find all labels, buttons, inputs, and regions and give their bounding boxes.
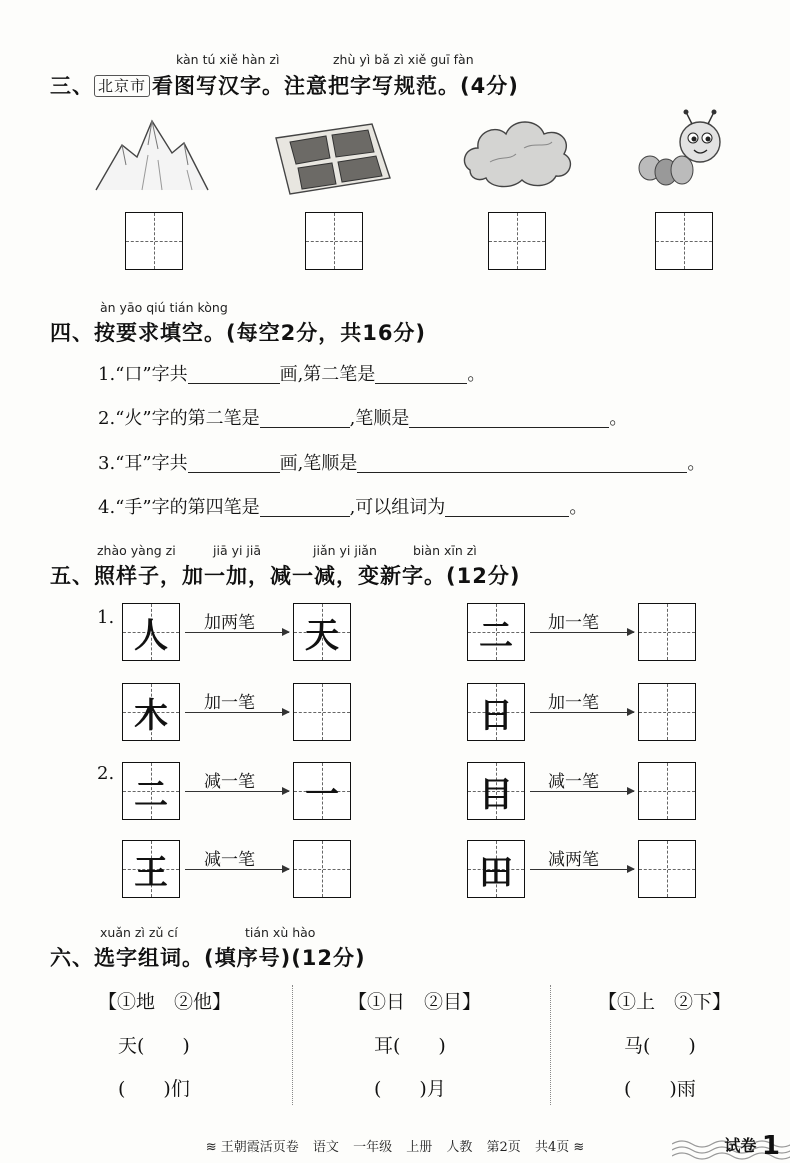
pinyin-line: jiā yi jiā — [213, 543, 262, 558]
farmland-icon — [272, 118, 394, 198]
arrow-icon — [185, 632, 289, 633]
arrow-icon — [185, 791, 289, 792]
writing-box[interactable] — [305, 212, 363, 270]
arrow-icon — [185, 869, 289, 870]
pinyin-line: kàn tú xiě hàn zì — [176, 52, 280, 67]
page-footer: ≋ 王朝霞活页卷 语文 一年级 上册 人教 第2页 共4页 ≋ — [205, 1140, 585, 1155]
word-blank[interactable]: 耳( ) — [374, 1035, 446, 1057]
answer-blank[interactable] — [445, 497, 569, 517]
answer-box[interactable]: 天 — [293, 603, 351, 661]
operation-label: 加一笔 — [548, 693, 599, 713]
answer-box[interactable]: 一 — [293, 762, 351, 820]
word-blank[interactable]: 马( ) — [624, 1035, 696, 1057]
writing-box[interactable] — [125, 212, 183, 270]
answer-box[interactable] — [638, 603, 696, 661]
answer-box[interactable] — [638, 762, 696, 820]
answer-blank[interactable] — [357, 453, 687, 473]
operation-label: 减一笔 — [548, 772, 599, 792]
answer-blank[interactable] — [188, 364, 280, 384]
answer-box[interactable] — [293, 683, 351, 741]
answer-blank[interactable] — [188, 453, 280, 473]
choice-group: 【①地 ②他】 — [98, 991, 232, 1013]
operation-label: 减一笔 — [204, 772, 255, 792]
section-4-heading: 四、按要求填空。(每空2分，共16分) — [50, 321, 427, 345]
source-char-box: 日 — [467, 683, 525, 741]
column-divider — [550, 985, 551, 1105]
item-number: 1. — [97, 607, 115, 628]
section-title: 看图写汉字。注意把字写规范。(4分) — [152, 74, 519, 98]
fill-item: 2.“火”字的第二笔是 ,笔顺是 。 — [98, 408, 628, 429]
section-6-heading: 六、选字组词。(填序号)(12分) — [50, 946, 366, 970]
section-3-heading — [50, 70, 519, 100]
word-blank[interactable]: ( )月 — [374, 1078, 446, 1100]
word-blank[interactable]: ( )雨 — [624, 1078, 696, 1100]
arrow-icon — [530, 632, 634, 633]
operation-label: 减两笔 — [548, 850, 599, 870]
operation-label: 加一笔 — [204, 693, 255, 713]
column-divider — [292, 985, 293, 1105]
arrow-icon — [530, 791, 634, 792]
pinyin-line: zhù yì bǎ zì xiě guī fàn — [333, 52, 474, 67]
writing-box[interactable] — [655, 212, 713, 270]
caterpillar-icon — [636, 108, 726, 198]
operation-label: 加一笔 — [548, 613, 599, 633]
mountain-icon — [92, 115, 212, 195]
answer-box[interactable] — [293, 840, 351, 898]
fill-item: 1.“口”字共 画,第二笔是 。 — [98, 364, 486, 385]
source-char-box: 二 — [467, 603, 525, 661]
pinyin-line: jiǎn yi jiǎn — [313, 543, 377, 558]
fill-item: 4.“手”字的第四笔是 ,可以组词为 。 — [98, 497, 588, 518]
answer-box[interactable] — [638, 840, 696, 898]
answer-blank[interactable] — [409, 408, 609, 428]
source-char-box: 二 — [122, 762, 180, 820]
source-tag: 北京市 — [94, 75, 150, 97]
source-char-box: 木 — [122, 683, 180, 741]
word-blank[interactable]: ( )们 — [118, 1078, 190, 1100]
choice-group: 【①上 ②下】 — [598, 991, 732, 1013]
answer-blank[interactable] — [260, 408, 350, 428]
pinyin-line: tián xù hào — [245, 925, 316, 940]
answer-blank[interactable] — [260, 497, 350, 517]
item-number: 2. — [97, 763, 115, 784]
source-char-box: 目 — [467, 762, 525, 820]
answer-box[interactable] — [638, 683, 696, 741]
section-5-heading: 五、照样子，加一加，减一减，变新字。(12分) — [50, 564, 521, 588]
paper-number-tab: 试卷 1 — [724, 1131, 780, 1161]
pinyin-line: àn yāo qiú tián kòng — [100, 300, 228, 315]
source-char-box: 田 — [467, 840, 525, 898]
arrow-icon — [530, 712, 634, 713]
choice-group: 【①日 ②目】 — [348, 991, 482, 1013]
fill-item: 3.“耳”字共 画,笔顺是 。 — [98, 453, 706, 474]
source-char-box: 人 — [122, 603, 180, 661]
source-char-box: 王 — [122, 840, 180, 898]
operation-label: 减一笔 — [204, 850, 255, 870]
pinyin-line: biàn xīn zì — [413, 543, 477, 558]
arrow-icon — [530, 869, 634, 870]
arrow-icon — [185, 712, 289, 713]
section-number: 三、 — [50, 74, 94, 98]
cloud-icon — [460, 112, 578, 194]
pinyin-line: zhào yàng zi — [97, 543, 176, 558]
word-blank[interactable]: 天( ) — [118, 1035, 190, 1057]
writing-box[interactable] — [488, 212, 546, 270]
answer-blank[interactable] — [375, 364, 467, 384]
operation-label: 加两笔 — [204, 613, 255, 633]
pinyin-line: xuǎn zì zǔ cí — [100, 925, 178, 940]
